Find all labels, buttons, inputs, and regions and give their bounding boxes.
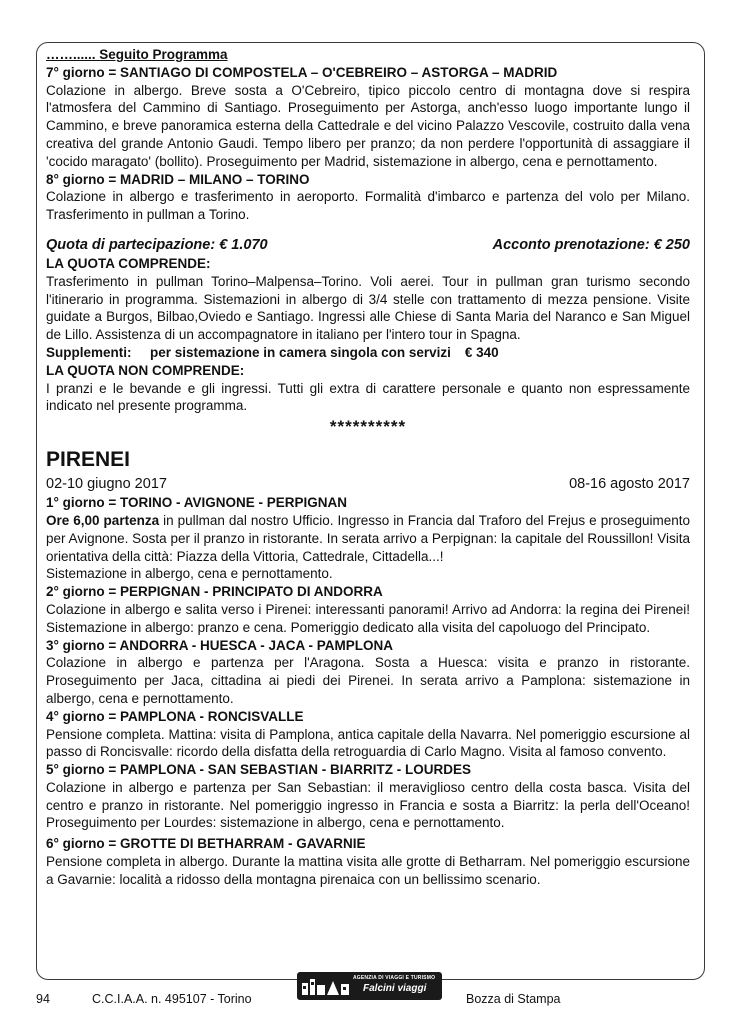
- registration-number: C.C.I.A.A. n. 495107 - Torino: [92, 992, 252, 1006]
- pirenei-day5-text: Colazione in albergo e partenza per San Sebastian: il meraviglioso centro della costa basca. Visita del centro e pranzo in ristorante. Nel pomeriggio ingresso in Francia e sosta a Biarritz: la perla dell'Oceano! Proseguimento per Lourdes: sistemazione in albergo, cena e pernottamento.: [46, 779, 690, 831]
- logo-subtitle: AGENZIA DI VIAGGI E TURISMO: [353, 975, 436, 981]
- day7-text: Colazione in albergo. Breve sosta a O'Cebreiro, tipico piccolo centro di montagna dove si respira l'atmosfera del Cammino di Santiago. Proseguimento per Astorga, anch'esso luogo importante lungo il Cammino, e breve panoramica esterna della Cattedrale e del vicino Palazzo Vescovile, costruito dalla vena creativa del grande Antonio Gaudi. Tempo libero per pranzo; da non perdere l'opportunità di assaggiare il 'cocido maragato' (bollito). Proseguimento per Madrid, sistemazione in albergo, cena e pernottamento.: [46, 82, 690, 169]
- supplementi-label: Supplementi:: [46, 344, 132, 360]
- pirenei-title: PIRENEI: [46, 448, 131, 472]
- pirenei-day6-heading: 6° giorno = GROTTE DI BETHARRAM - GAVARNIE: [46, 836, 366, 852]
- pirenei-day3-text: Colazione in albergo e partenza per l'Aragona. Sosta a Huesca: visita e pranzo in ristorante. Proseguimento per Jaca, cittadina ai piedi dei Pirenei. In serata arrivo a Pamplona: sistemazione in albergo, cena e pernottamento.: [46, 655, 690, 706]
- pirenei-day1-text2: Sistemazione in albergo, cena e pernottamento.: [46, 566, 333, 582]
- quota-non-comprende-heading: LA QUOTA NON COMPRENDE:: [46, 362, 245, 378]
- supplementi-price: € 340: [464, 344, 499, 360]
- quota-comprende-text: Trasferimento in pullman Torino–Malpensa–Torino. Voli aerei. Tour in pullman gran turismo secondo l'itinerario in programma. Sistemazioni in albergo di 3/4 stelle con trattamento di mezza pensione. Visite guidate a Burgos, Bilbao,Oviedo e Santiago. Ingressi alle Chiese di Santa Maria del Naranco e San Miguel de Lillo. Assistenza di un accompagnatore in italiano per l'intero tour in Spagna.: [46, 273, 690, 343]
- pirenei-day4-heading: 4° giorno = PAMPLONA - RONCISVALLE: [46, 708, 304, 724]
- agency-logo: [297, 972, 442, 1000]
- pirenei-day5-heading: 5° giorno = PAMPLONA - SAN SEBASTIAN - BIARRITZ - LOURDES: [46, 762, 472, 778]
- quota-non-comprende-text: I pranzi e le bevande e gli ingressi. Tutti gli extra di carattere personale e quanto non espressamente indicato nel presente programma.: [46, 380, 690, 414]
- pirenei-date-august: 08-16 agosto 2017: [569, 476, 690, 493]
- pirenei-day2-text: Colazione in albergo e salita verso i Pirenei: interessanti panorami! Arrivo ad Andorra: la regina dei Pirenei! Sistemazione in albergo: pranzo e cena. Pomeriggio dedicato alla visita del capoluogo del Principato.: [46, 601, 690, 635]
- pirenei-dates: [46, 475, 690, 494]
- page-content: [46, 46, 690, 889]
- pirenei-day1-text: [46, 512, 690, 565]
- pirenei-day2-heading: 2° giorno = PERPIGNAN - PRINCIPATO DI ANDORRA: [46, 584, 383, 600]
- seguito-programma-heading: ……...... Seguito Programma: [46, 47, 228, 62]
- acconto-prenotazione: Acconto prenotazione: € 250: [492, 236, 690, 253]
- separator-stars: **********: [329, 417, 407, 437]
- pirenei-day6-text: Pensione completa in albergo. Durante la mattina visita alle grotte di Betharram. Nel pomeriggio escursione a Gavarnie: località a ridosso della montagna pirenaica con un bellissimo scenario.: [46, 854, 690, 887]
- pirenei-day1-heading: 1° giorno = TORINO - AVIGNONE - PERPIGNAN: [46, 495, 348, 511]
- pirenei-day3-heading: 3° giorno = ANDORRA - HUESCA - JACA - PAMPLONA: [46, 637, 394, 653]
- agency-logo-mark: [301, 975, 351, 997]
- page-number: 94: [36, 992, 50, 1006]
- logo-name: Falcini viaggi: [363, 983, 427, 994]
- pirenei-day1-lead: Ore 6,00 partenza: [46, 512, 160, 528]
- day7-heading: 7° giorno = SANTIAGO DI COMPOSTELA – O'CEBREIRO – ASTORGA – MADRID: [46, 64, 558, 80]
- supplementi-row: [46, 344, 690, 362]
- pirenei-date-june: 02-10 giugno 2017: [46, 476, 167, 493]
- day8-heading: 8° giorno = MADRID – MILANO – TORINO: [46, 171, 310, 187]
- supplementi-desc: per sistemazione in camera singola con servizi: [150, 344, 451, 360]
- quota-partecipazione: Quota di partecipazione: € 1.070: [46, 236, 268, 253]
- bozza-di-stampa: Bozza di Stampa: [466, 992, 561, 1006]
- day8-text: Colazione in albergo e trasferimento in aeroporto. Formalità d'imbarco e partenza del volo per Milano. Trasferimento in pullman a Torino.: [46, 189, 690, 223]
- pirenei-day1-body: in pullman dal nostro Ufficio. Ingresso in Francia dal Traforo del Frejus e proseguimento per Avignone. Sosta per il pranzo in ristorante. In serata arrivo a Perpignan: la capitale del Roussillon! Visita orientativa della città: Piazza della Vittoria, Cattedrale, Cittadella...!: [46, 512, 690, 564]
- pirenei-day4-text: Pensione completa. Mattina: visita di Pamplona, antica capitale della Navarra. Nel pomeriggio escursione al passo di Roncisvalle: ricordo della disfatta della retroguardia di Carlo Magno. Visita al famoso convento.: [46, 726, 690, 760]
- quota-comprende-heading: LA QUOTA COMPRENDE:: [46, 255, 211, 271]
- quota-row: [46, 236, 690, 255]
